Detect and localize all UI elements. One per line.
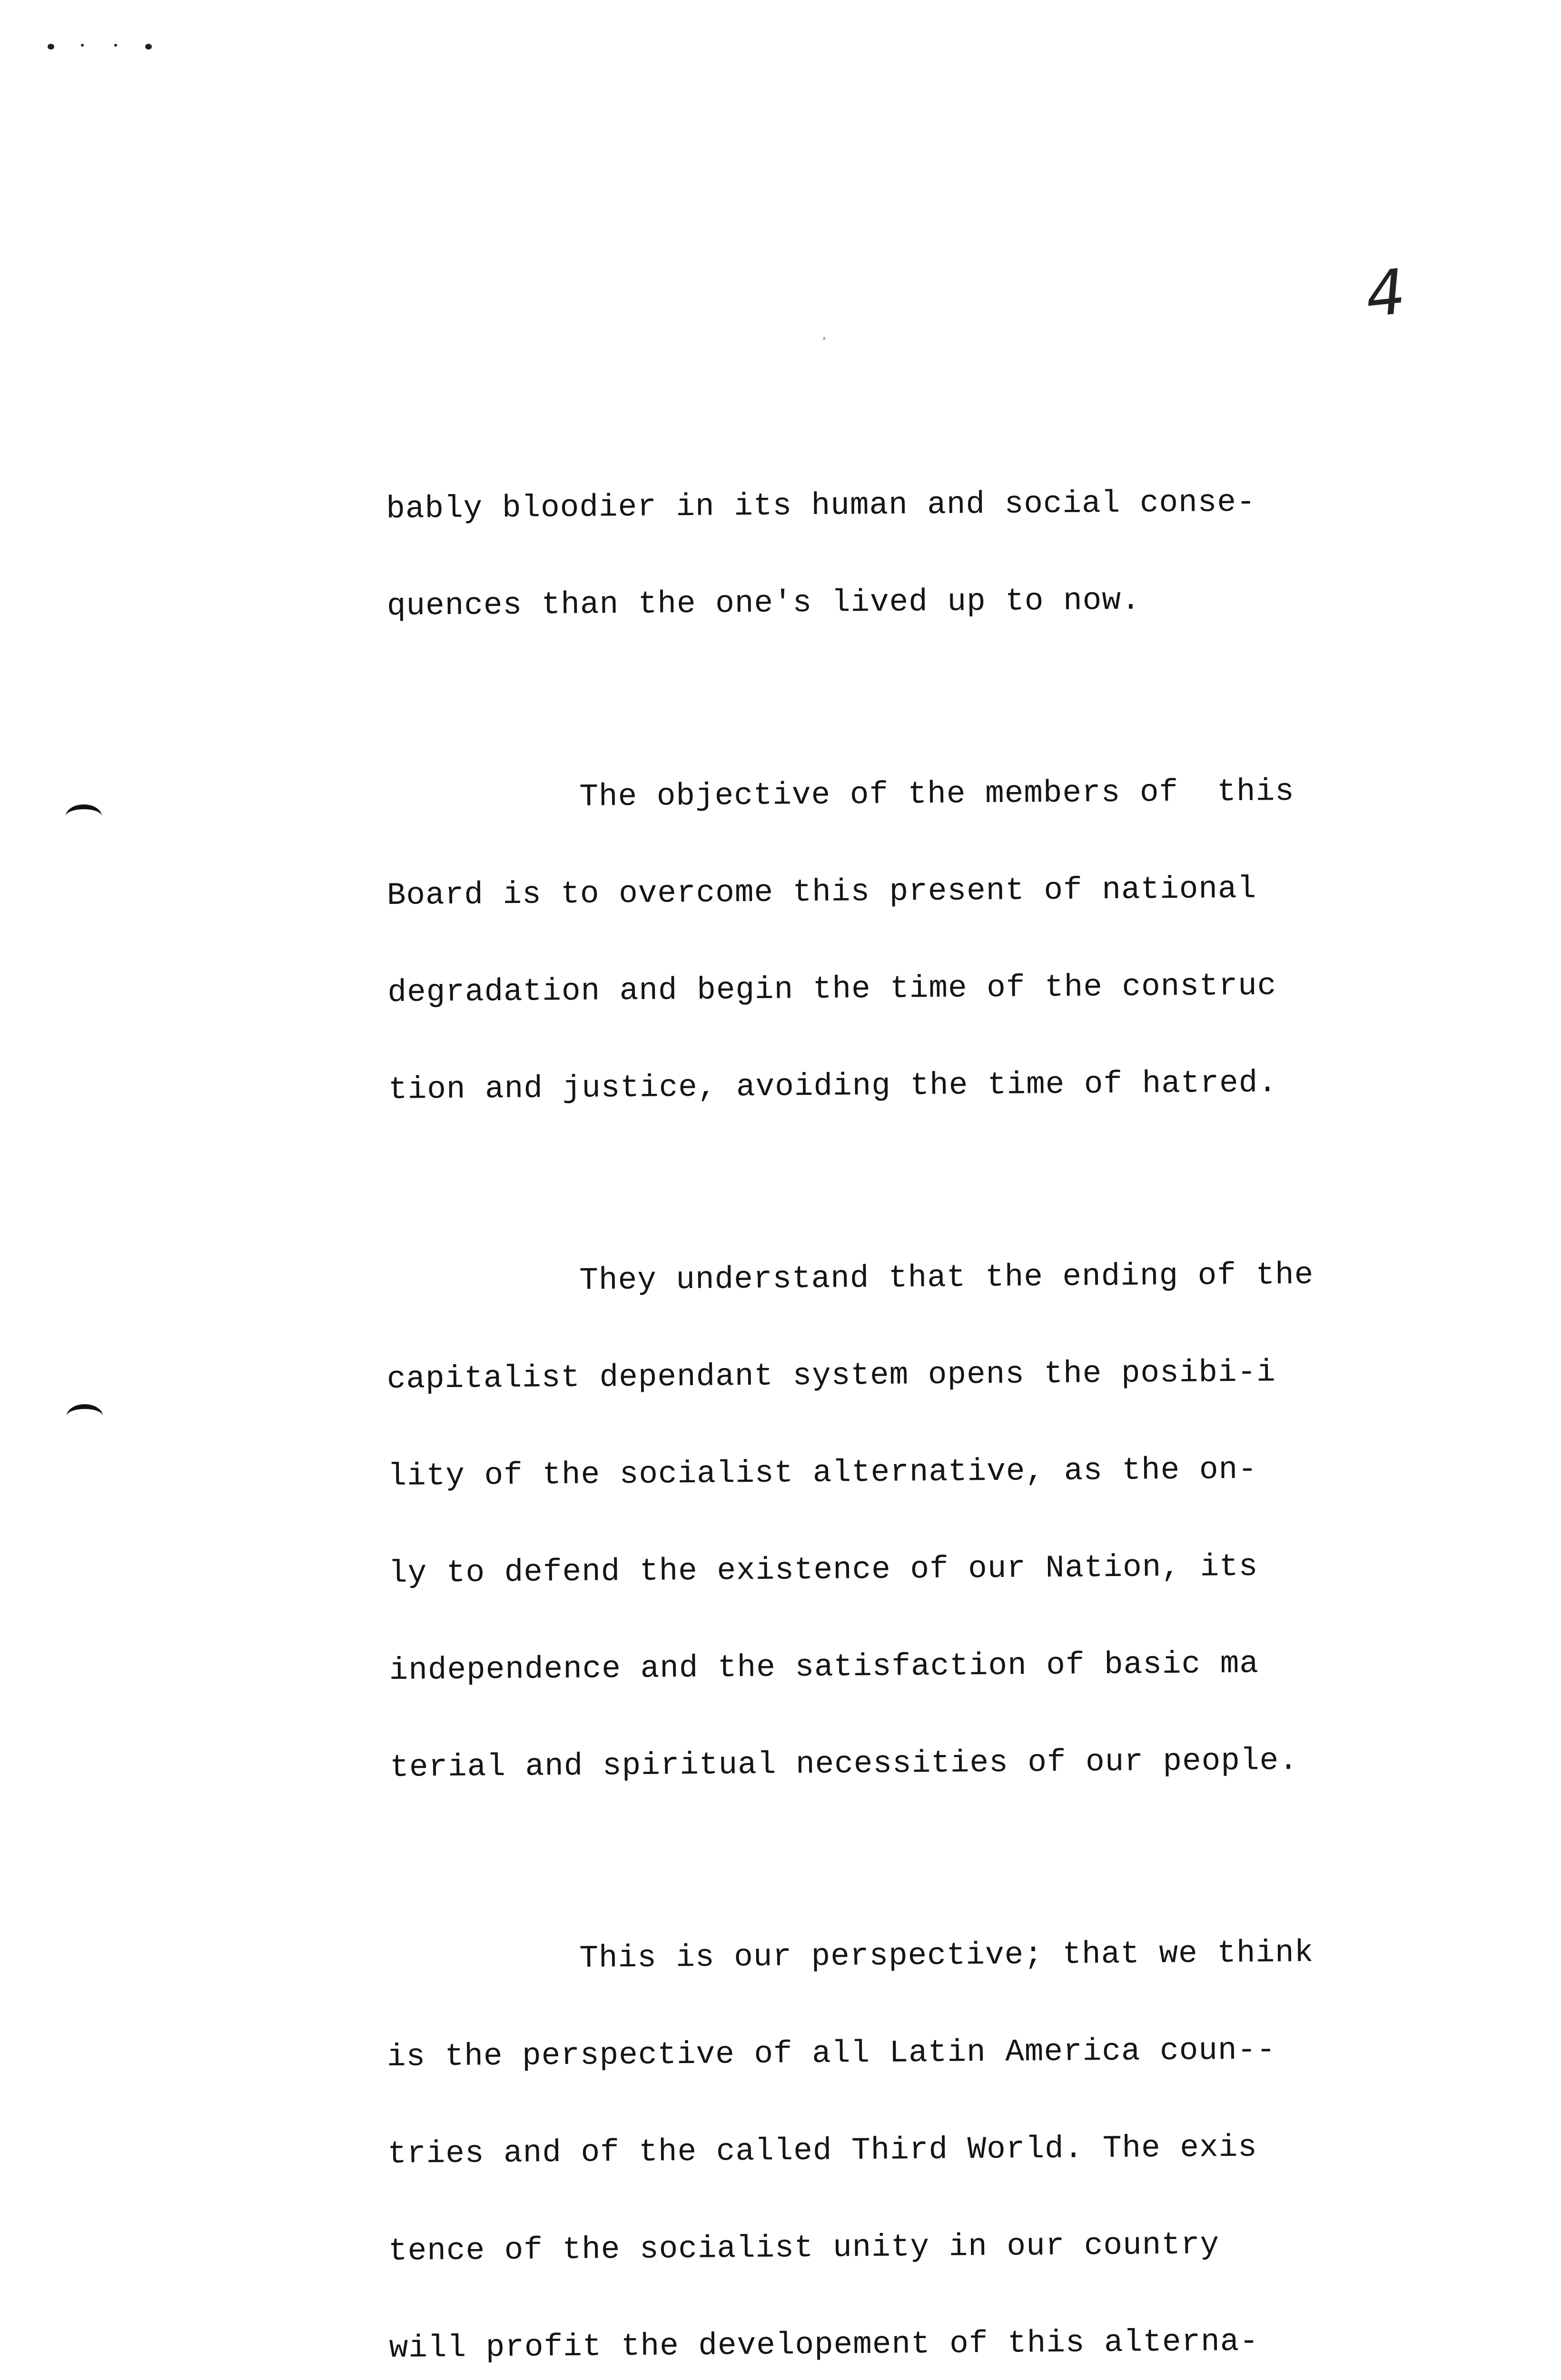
- text-line: will profit the developement of this alterna-: [389, 2323, 1259, 2366]
- text-line: quences than the one's lived up to now.: [386, 582, 1141, 624]
- dot-mark: [81, 44, 84, 47]
- scan-speck: ·: [819, 328, 830, 350]
- text-line: ly to defend the existence of our Nation, its: [388, 1548, 1258, 1591]
- text-line: This is our perspective; that we think: [386, 1934, 1314, 1978]
- text-line: degradation and begin the time of the construc: [387, 968, 1277, 1011]
- text-line: tion and justice, avoiding the time of hatred.: [388, 1065, 1278, 1108]
- punch-hole-dots: [48, 42, 152, 51]
- paragraph: [385, 1872, 1314, 2380]
- dot-mark: [48, 44, 54, 50]
- text-line: capitalist dependant system opens the posibi-i: [386, 1354, 1276, 1397]
- page-number: 4: [1362, 255, 1409, 331]
- text-line: lity of the socialist alternative, as the on-: [387, 1451, 1258, 1494]
- text-line: independence and the satisfaction of basic ma: [389, 1646, 1259, 1688]
- body-text: [385, 428, 1314, 2380]
- paragraph: [385, 421, 1311, 687]
- paragraph: [385, 711, 1312, 1171]
- binder-hole-mark: [66, 804, 102, 828]
- text-line: Board is to overcome this present of national: [386, 871, 1257, 913]
- dot-mark: [114, 44, 117, 47]
- dot-mark: [145, 44, 152, 50]
- text-line: tence of the socialist unity in our country: [388, 2227, 1220, 2269]
- text-line: tries and of the called Third World. The exis: [387, 2129, 1258, 2172]
- text-line: is the perspective of all Latin America coun--: [386, 2032, 1276, 2075]
- text-line: They understand that the ending of the: [386, 1257, 1314, 1300]
- text-line: The objective of the members of this: [386, 774, 1295, 816]
- paragraph: [385, 1194, 1314, 1849]
- text-line: bably bloodier in its human and social conse-: [386, 484, 1256, 527]
- binder-hole-mark: [67, 1404, 103, 1428]
- text-line: terial and spiritual necessities of our people.: [390, 1742, 1299, 1785]
